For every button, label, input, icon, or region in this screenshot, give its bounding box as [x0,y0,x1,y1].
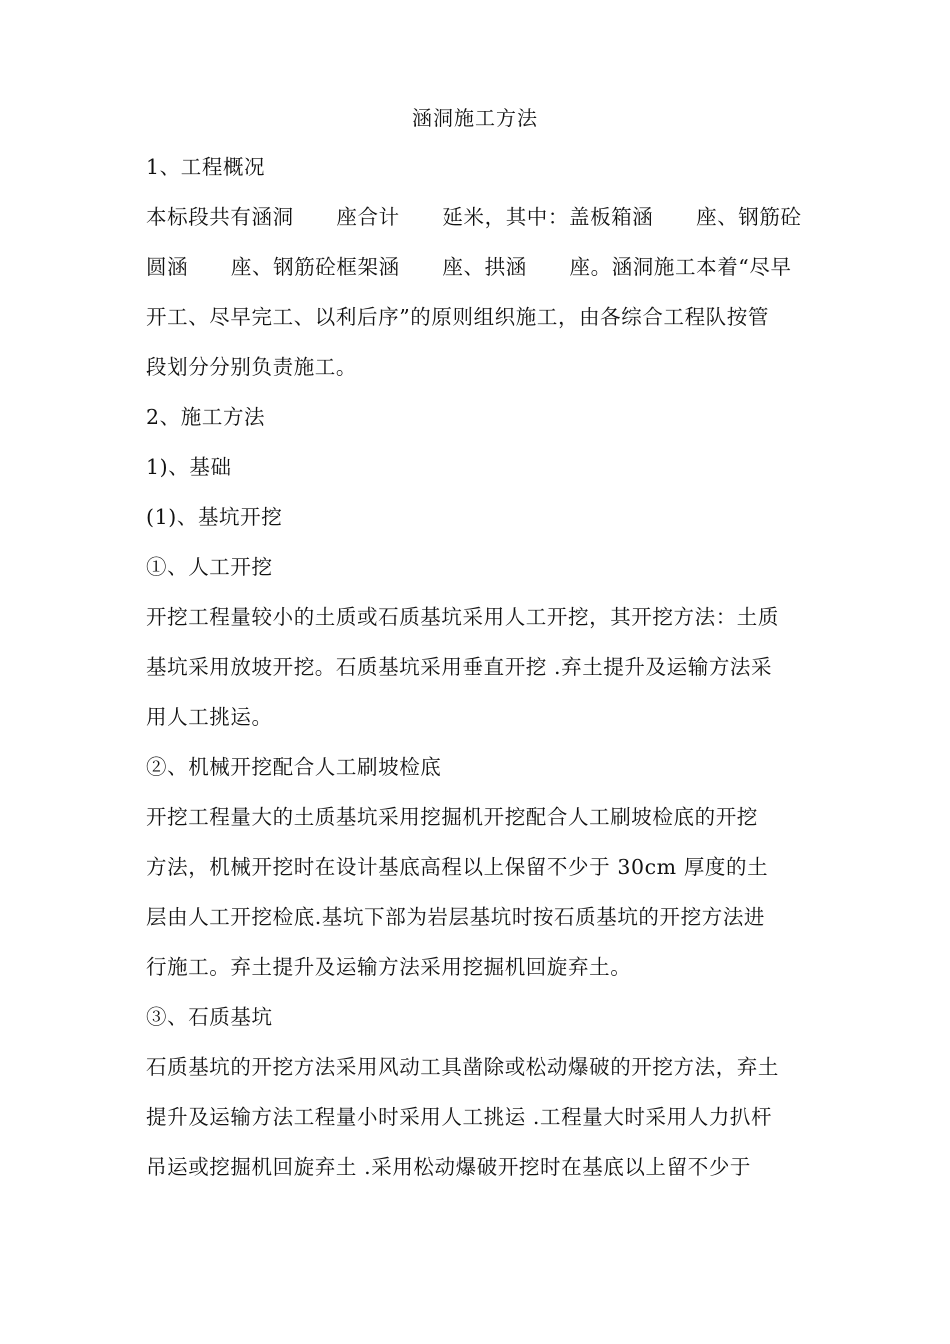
paragraph-line: 行施工。弃土提升及运输方法采用挖掘机回旋弃土。 [146,955,632,979]
section-heading-methods: 2、施工方法 [146,405,266,429]
paragraph-line: 层由人工开挖检底.基坑下部为岩层基坑时按石质基坑的开挖方法进 [146,905,766,929]
section-heading-overview: 1、工程概况 [146,155,266,179]
subheading-foundation: 1)、基础 [146,455,232,479]
paragraph-line: 用人工挑运。 [146,705,273,729]
paragraph-line: 本标段共有涵洞 座合计 延米，其中：盖板箱涵 座、钢筋砼 [146,205,802,229]
subheading-manual-excavation: ①、人工开挖 [146,555,273,579]
paragraph-line: 圆涵 座、钢筋砼框架涵 座、拱涵 座。涵洞施工本着“尽早 [146,255,792,279]
subheading-rock-pit: ③、石质基坑 [146,1005,273,1029]
paragraph-line: 方法，机械开挖时在设计基底高程以上保留不少于 30cm 厚度的土 [146,855,769,879]
paragraph-line: 石质基坑的开挖方法采用风动工具凿除或松动爆破的开挖方法，弃土 [146,1055,779,1079]
subheading-mechanical-excavation: ②、机械开挖配合人工刷坡检底 [146,755,442,779]
paragraph-line: 开挖工程量大的土质基坑采用挖掘机开挖配合人工刷坡检底的开挖 [146,805,758,829]
paragraph-line: 开工、尽早完工、以利后序”的原则组织施工，由各综合工程队按管 [146,305,769,329]
paragraph-line: 基坑采用放坡开挖。石质基坑采用垂直开挖 .弃土提升及运输方法采 [146,655,773,679]
document-title: 涵洞施工方法 [412,106,538,130]
paragraph-line: 提升及运输方法工程量小时采用人工挑运 .工程量大时采用人力扒杆 [146,1105,773,1129]
subheading-pit-excavation: (1)、基坑开挖 [146,505,283,529]
paragraph-line: 段划分分别负责施工。 [146,355,357,379]
paragraph-line: 吊运或挖掘机回旋弃土 .采用松动爆破开挖时在基底以上留不少于 [146,1155,752,1179]
paragraph-line: 开挖工程量较小的土质或石质基坑采用人工开挖，其开挖方法：土质 [146,605,779,629]
